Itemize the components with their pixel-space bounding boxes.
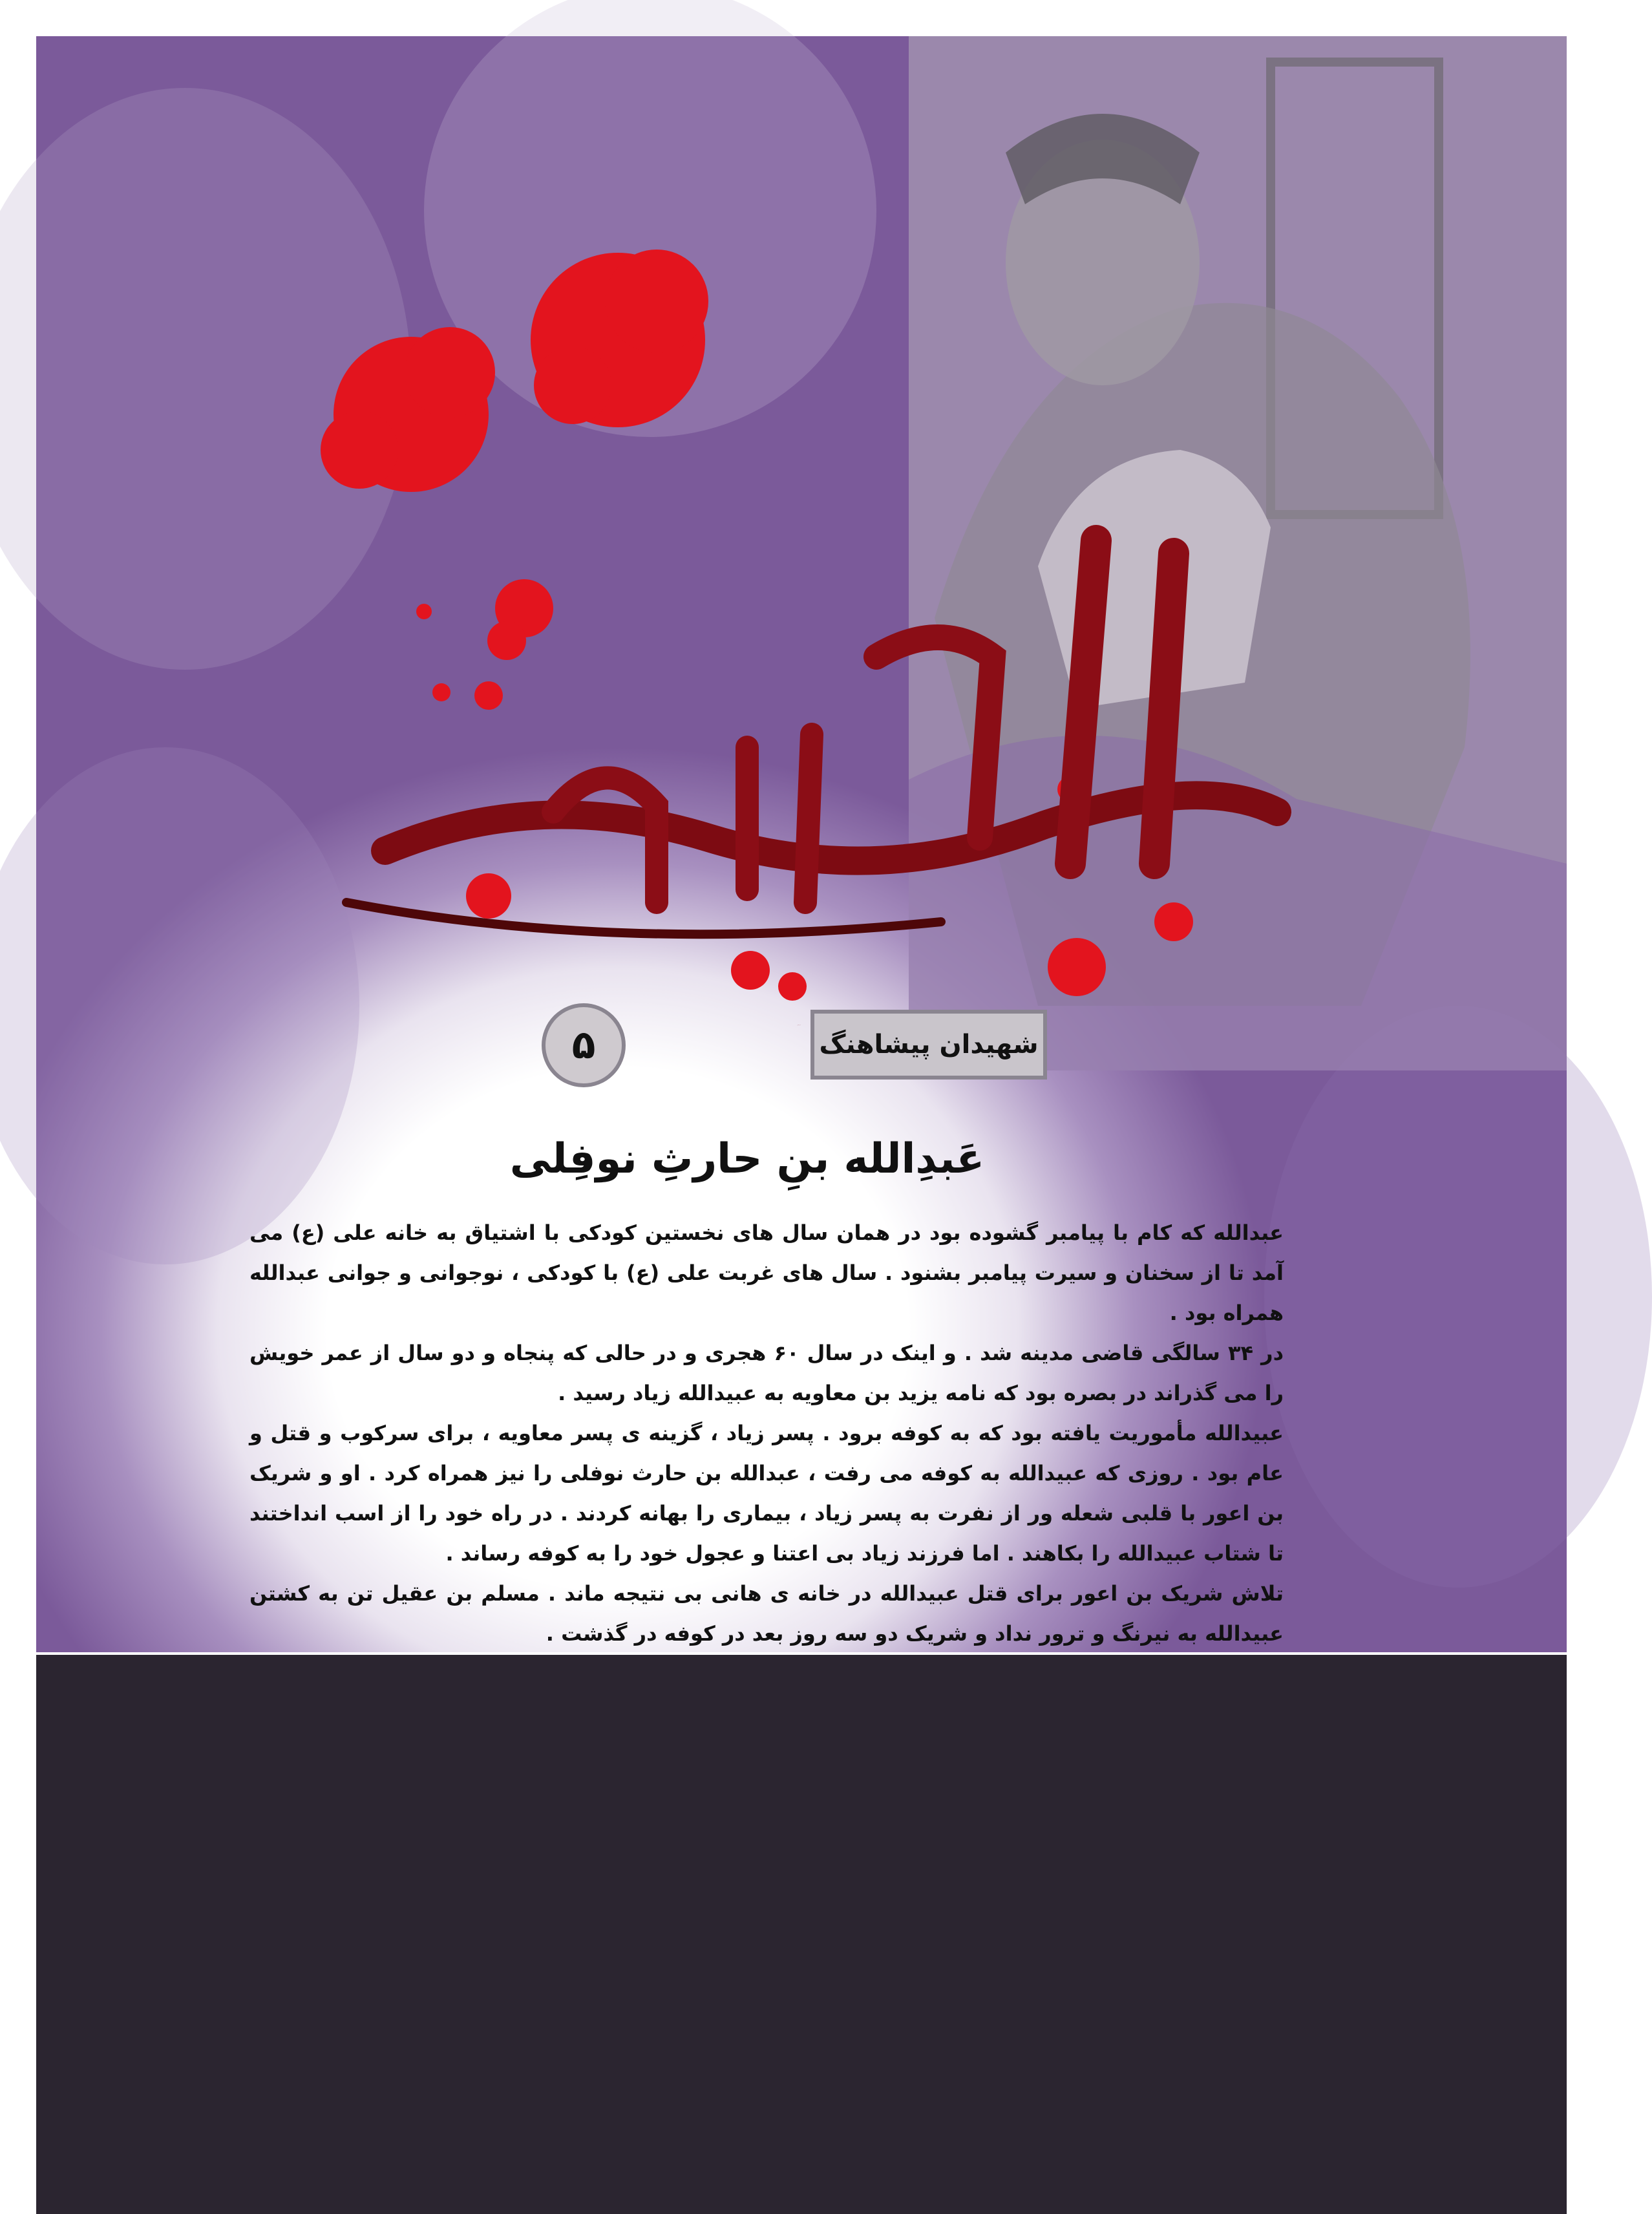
paragraph: عبدالله که کام با پیامبر گشوده بود در همان سال های نخستین کودکی با اشتیاق به خانه علی (ع) می آمد تا از سخنان و سیرت پیامبر بشنود . سال های غربت علی (ع) با کودکی ، نوجوانی و جوانی عبدالله همراه بود . [249,1220,1284,1325]
dark-bottom-panel [36,1655,1567,2214]
paragraph: در ۳۴ سالگی قاضی مدینه شد . و اینک در سال ۶۰ هجری و در حالی که پنجاه و دو سال از عمر خویش را می گذراند در بصره بود که نامه یزید بن معاویه به عبیدالله زیاد رسید . [249,1341,1284,1405]
title-hidden-text: یاران حسین [797,1025,801,1026]
category-badge: شهیدان پیشاهنگ [810,1010,1047,1080]
calligraphy-title [295,502,1329,1032]
episode-number-badge: ۵ [542,1003,626,1087]
poster [36,36,1567,1652]
paragraph: عبیدالله مأموریت یافته بود که به کوفه برود . پسر زیاد ، گزینه ی پسر معاویه ، برای سرکوب و قتل و عام بود . روزی که عبیدالله به کوفه می رفت ، عبدالله بن حارث نوفلی را نیز همراه کرد . او و شریک بن اعور با قلبی شعله ور از نفرت به پسر زیاد ، بیماری را بهانه کردند . در راه خود را از اسب انداختند تا شتاب عبیدالله را بکاهند . اما فرزند زیاد بی اعتنا و عجول خود را به کوفه رساند . [249,1421,1284,1566]
article-body [249,1213,1284,1691]
article-heading: عَبدِالله بنِ حارثِ نوفِلی [509,1135,985,1183]
background-figure [1264,1006,1652,1588]
paragraph: تلاش شریک بن اعور برای قتل عبیدالله در خانه ی هانی بی نتیجه ماند . مسلم بن عقیل تن به کشتن عبیدالله به نیرنگ و ترور نداد و شریک دو سه روز بعد در کوفه در گذشت . [249,1581,1284,1646]
